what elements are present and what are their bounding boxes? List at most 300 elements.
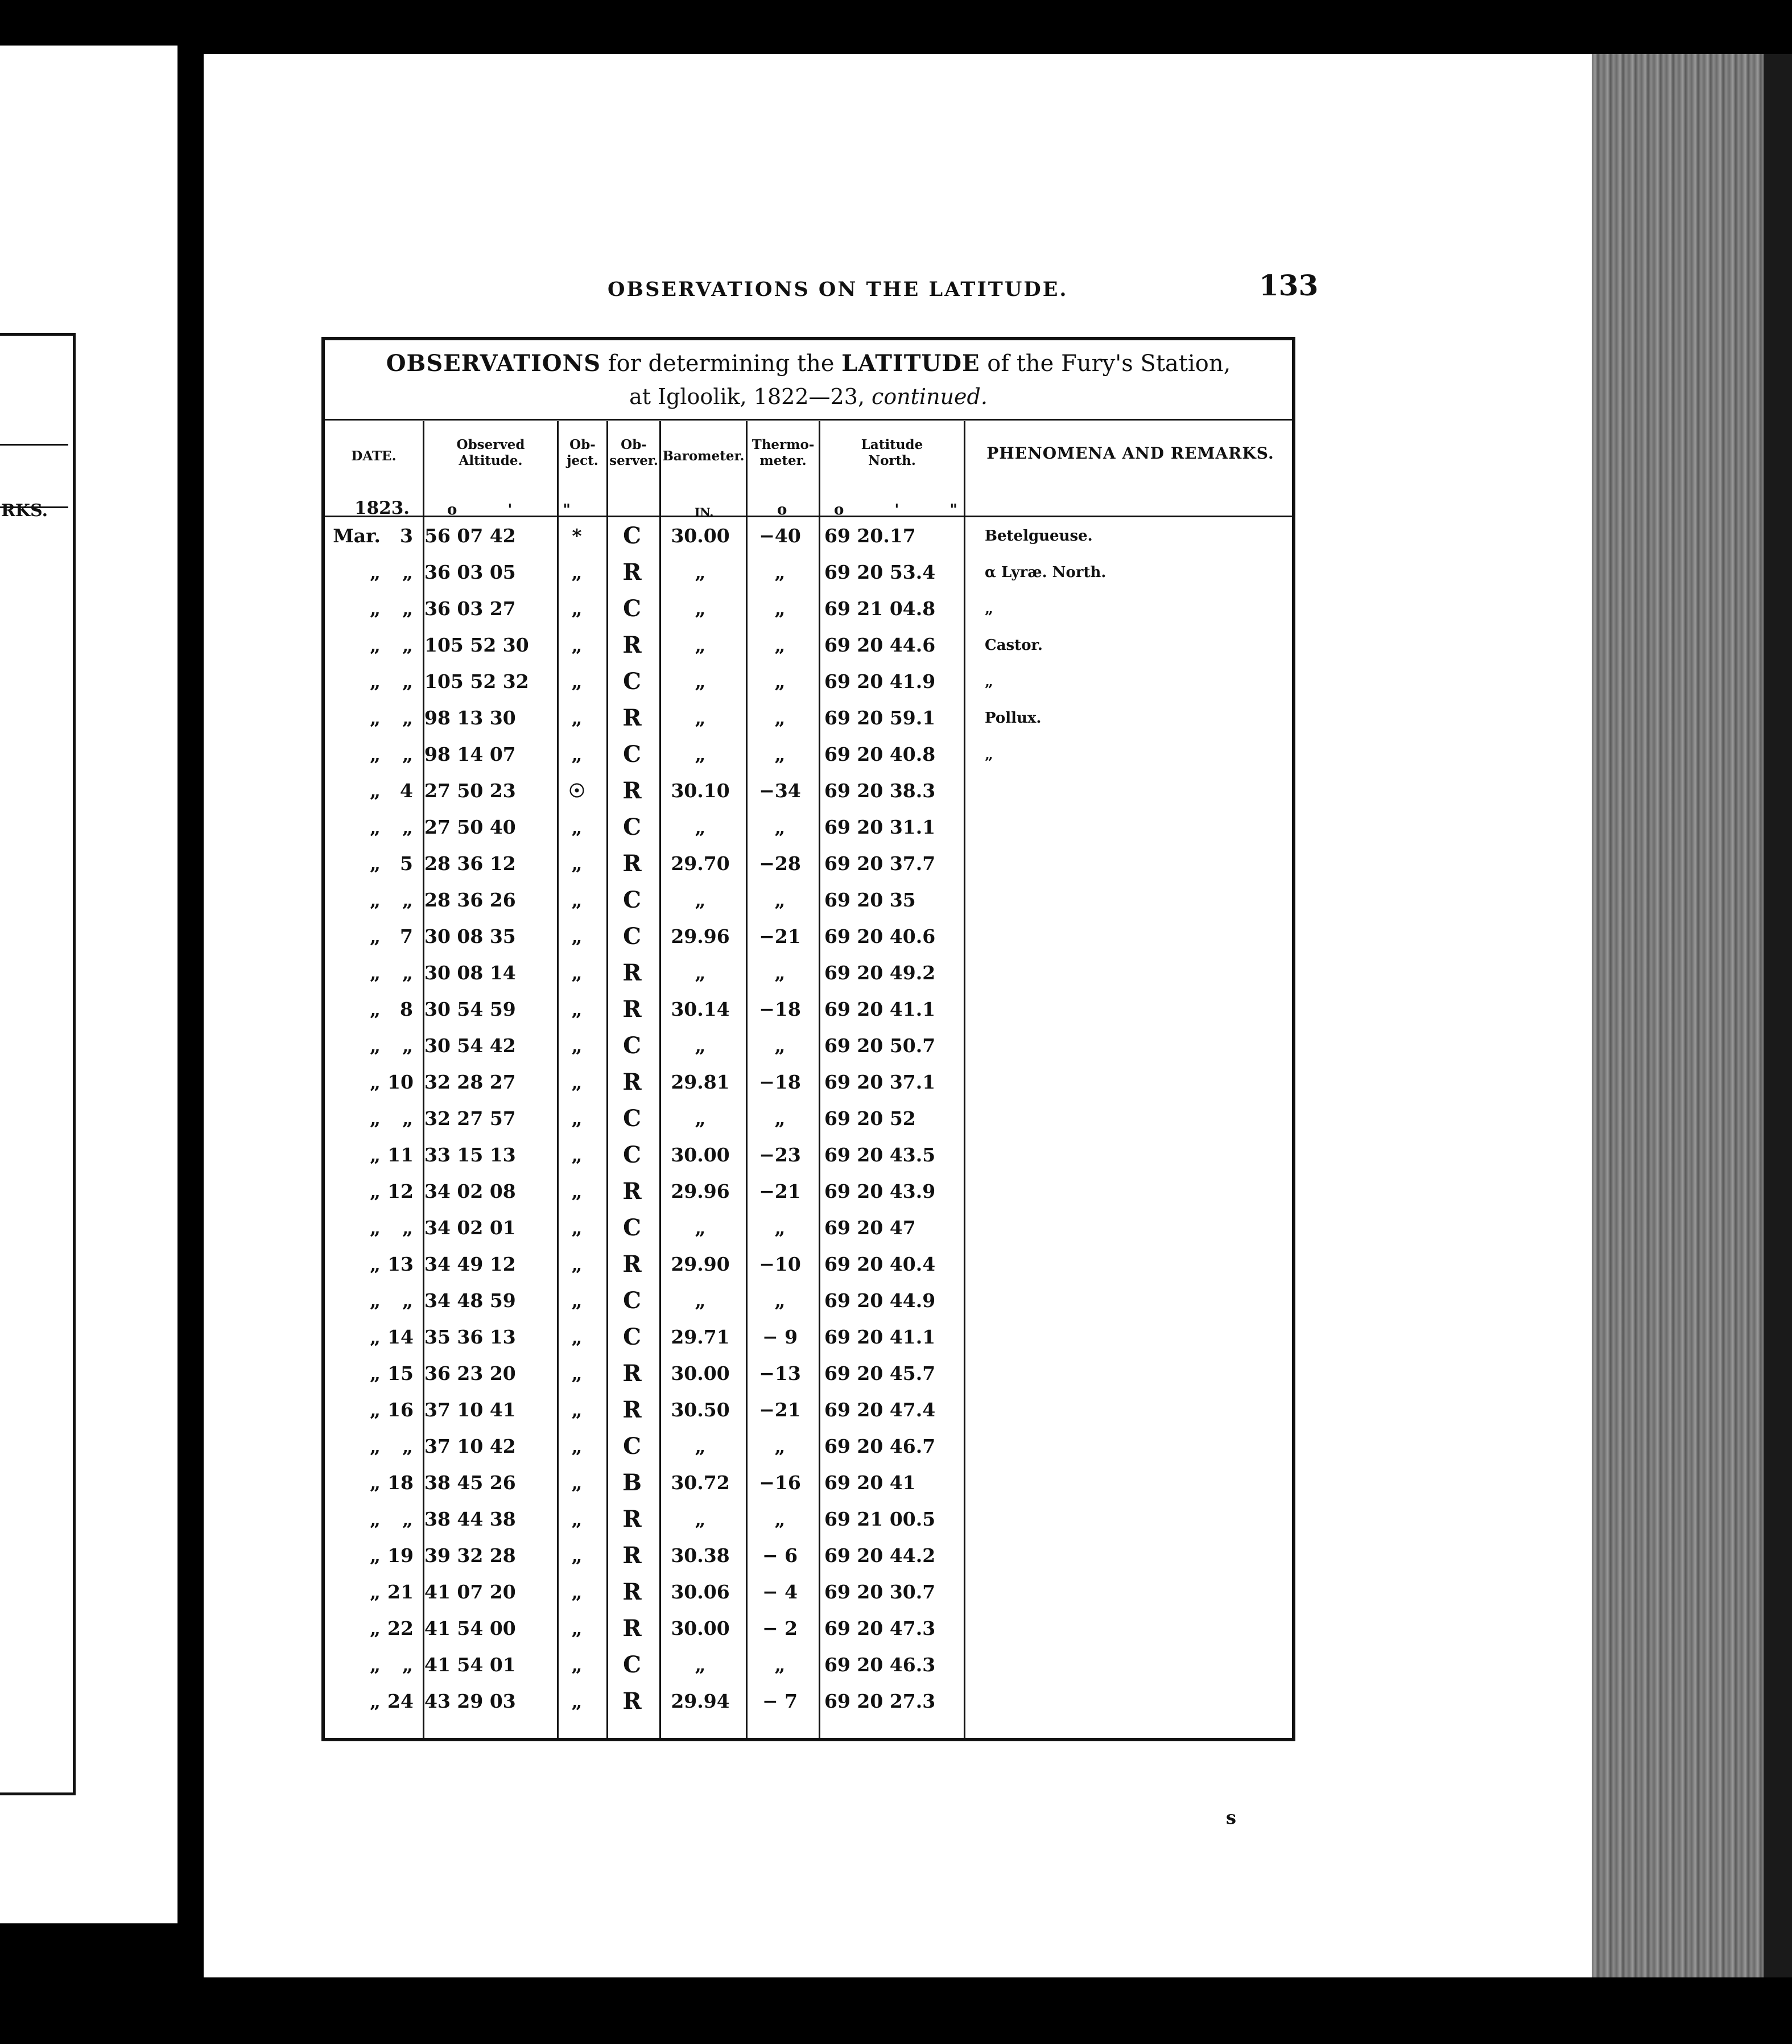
table-caption: [325, 347, 1292, 413]
row-thermometer: − 4: [762, 1581, 798, 1603]
row-barometer: 30.00: [671, 1144, 730, 1166]
row-barometer: „: [695, 962, 706, 984]
row-remarks: „: [985, 746, 993, 763]
row-thermometer: −10: [759, 1253, 801, 1275]
row-date-month: „: [370, 925, 381, 947]
row-date-month: „: [370, 1253, 381, 1275]
row-observer: C: [623, 1324, 641, 1350]
row-thermometer: „: [774, 962, 786, 984]
row-barometer: 30.00: [671, 1617, 730, 1639]
row-date-day: 5: [400, 852, 413, 875]
header-latitude-line1: Latitude: [861, 437, 923, 452]
row-barometer: „: [695, 1217, 706, 1239]
row-date-month: „: [370, 1326, 381, 1348]
caption-end: of the Fury's Station,: [980, 351, 1231, 377]
row-object: „: [571, 1544, 583, 1567]
row-barometer: „: [695, 816, 706, 838]
table-row: [325, 773, 1292, 809]
row-object: „: [571, 1435, 583, 1457]
row-remarks: [985, 1574, 1269, 1610]
row-latitude: 69 20 45.7: [824, 1362, 936, 1384]
row-altitude: 33 15 13: [424, 1144, 516, 1166]
table-row: [325, 1283, 1292, 1319]
running-head: OBSERVATIONS ON THE LATITUDE.: [608, 278, 1068, 301]
row-observer: R: [622, 1251, 642, 1278]
row-thermometer: „: [774, 670, 786, 693]
row-date-day: „: [402, 707, 413, 729]
row-remarks: [985, 1610, 1269, 1647]
header-altitude: [424, 437, 557, 469]
row-object: „: [571, 1654, 583, 1676]
row-observer: R: [622, 559, 642, 586]
row-barometer: „: [695, 1435, 706, 1457]
row-altitude: 30 54 42: [424, 1035, 516, 1057]
table-row: [325, 846, 1292, 882]
row-latitude: 69 20 47.3: [824, 1617, 936, 1639]
row-object: „: [571, 925, 583, 947]
row-date-month: „: [370, 998, 381, 1020]
row-latitude: 69 20 30.7: [824, 1581, 936, 1603]
table-row: [325, 1683, 1292, 1720]
row-thermometer: − 6: [762, 1544, 798, 1567]
row-object: „: [571, 816, 583, 838]
row-barometer: „: [695, 707, 706, 729]
row-observer: C: [623, 741, 641, 768]
altitude-unit-marks: o ' ": [447, 501, 593, 518]
row-latitude: 69 20 44.2: [824, 1544, 936, 1567]
row-date-day: „: [402, 1107, 413, 1130]
row-object: „: [571, 561, 583, 583]
row-date-day: 21: [387, 1581, 414, 1603]
row-object: „: [571, 1107, 583, 1130]
row-date-month: „: [370, 1399, 381, 1421]
row-altitude: 32 27 57: [424, 1107, 516, 1130]
row-object: „: [571, 1144, 583, 1166]
row-thermometer: „: [774, 1654, 786, 1676]
row-barometer: 29.70: [671, 852, 730, 875]
row-remarks: [985, 846, 1269, 882]
row-barometer: 29.90: [671, 1253, 730, 1275]
row-altitude: 32 28 27: [424, 1071, 516, 1093]
row-thermometer: „: [774, 1035, 786, 1057]
row-observer: C: [623, 1032, 641, 1059]
row-date-month: „: [370, 816, 381, 838]
year-label: 1823.: [354, 498, 410, 518]
row-latitude: 69 20 41.1: [824, 998, 936, 1020]
row-object: „: [571, 1035, 583, 1057]
row-date-day: „: [402, 1035, 413, 1057]
right-page: [204, 54, 1592, 1977]
row-altitude: 37 10 41: [424, 1399, 516, 1421]
row-altitude: 43 29 03: [424, 1690, 516, 1712]
row-thermometer: „: [774, 743, 786, 765]
header-thermometer: [748, 437, 819, 469]
row-thermometer: −40: [759, 525, 801, 547]
table-row: [325, 1173, 1292, 1210]
row-remarks: [985, 1173, 1269, 1210]
row-object: „: [571, 1472, 583, 1494]
row-remarks: [985, 1028, 1269, 1064]
row-observer: C: [623, 887, 641, 913]
row-latitude: 69 20 40.4: [824, 1253, 936, 1275]
header-thermometer-line2: meter.: [759, 453, 807, 468]
row-thermometer: „: [774, 561, 786, 583]
row-object: „: [571, 1180, 583, 1202]
table-row: [325, 1028, 1292, 1064]
header-latitude: [820, 437, 964, 469]
row-latitude: 69 20 46.3: [824, 1654, 936, 1676]
row-altitude: 56 07 42: [424, 525, 516, 547]
row-date-day: „: [402, 962, 413, 984]
row-observer: C: [623, 814, 641, 840]
row-object: „: [571, 707, 583, 729]
row-date-day: 22: [387, 1617, 414, 1639]
row-date-day: 16: [387, 1399, 414, 1421]
row-latitude: 69 20.17: [824, 525, 916, 547]
row-barometer: „: [695, 670, 706, 693]
row-barometer: 30.00: [671, 1362, 730, 1384]
row-date-day: 24: [387, 1690, 414, 1712]
row-date-day: 13: [387, 1253, 414, 1275]
header-barometer: Barometer.: [662, 448, 745, 464]
row-latitude: 69 20 50.7: [824, 1035, 936, 1057]
row-barometer: 29.94: [671, 1690, 730, 1712]
row-observer: C: [623, 1287, 641, 1314]
row-date-month: „: [370, 1362, 381, 1384]
table-row: [325, 1246, 1292, 1283]
row-object: „: [571, 670, 583, 693]
header-date: DATE.: [351, 448, 397, 464]
row-date-month: „: [370, 1472, 381, 1494]
row-date-day: „: [402, 889, 413, 911]
row-thermometer: „: [774, 816, 786, 838]
row-barometer: 29.81: [671, 1071, 730, 1093]
row-date-month: „: [370, 889, 381, 911]
row-observer: C: [623, 1214, 641, 1241]
row-barometer: 29.96: [671, 1180, 730, 1202]
row-thermometer: − 9: [762, 1326, 798, 1348]
row-object: „: [571, 1217, 583, 1239]
row-latitude: 69 20 40.6: [824, 925, 936, 947]
row-thermometer: −21: [759, 1180, 801, 1202]
row-latitude: 69 20 52: [824, 1107, 916, 1130]
table-row: [325, 627, 1292, 664]
row-remarks: [985, 955, 1269, 991]
page-edges: [1592, 54, 1792, 1977]
row-thermometer: −28: [759, 852, 801, 875]
row-observer: R: [622, 996, 642, 1023]
row-observer: R: [622, 1579, 642, 1605]
row-altitude: 34 49 12: [424, 1253, 516, 1275]
row-thermometer: „: [774, 634, 786, 656]
row-barometer: „: [695, 1508, 706, 1530]
table-row: [325, 1428, 1292, 1465]
row-object: „: [571, 743, 583, 765]
row-object: „: [571, 962, 583, 984]
row-remarks: [985, 1355, 1269, 1392]
book-gutter: [177, 46, 200, 1923]
row-barometer: „: [695, 1289, 706, 1312]
row-latitude: 69 20 49.2: [824, 962, 936, 984]
header-object: [559, 437, 606, 469]
row-date-month: „: [370, 634, 381, 656]
table-row: [325, 591, 1292, 627]
row-latitude: 69 21 04.8: [824, 597, 936, 620]
row-object: „: [571, 889, 583, 911]
row-date-month: „: [370, 852, 381, 875]
row-barometer: „: [695, 889, 706, 911]
table-row: [325, 1319, 1292, 1355]
row-observer: C: [623, 1433, 641, 1460]
table-row: [325, 1501, 1292, 1538]
row-date-month: „: [370, 670, 381, 693]
row-altitude: 105 52 30: [424, 634, 529, 656]
page-number: 133: [1259, 269, 1319, 302]
row-observer: R: [622, 777, 642, 804]
row-date-day: 8: [400, 998, 413, 1020]
row-latitude: 69 20 40.8: [824, 743, 936, 765]
row-date-month: „: [370, 1035, 381, 1057]
row-object: „: [571, 634, 583, 656]
row-remarks: [985, 1392, 1269, 1428]
row-observer: R: [622, 1396, 642, 1423]
row-remarks: [985, 1683, 1269, 1720]
row-altitude: 30 54 59: [424, 998, 516, 1020]
table-row: [325, 554, 1292, 591]
row-latitude: 69 20 35: [824, 889, 916, 911]
row-latitude: 69 20 47: [824, 1217, 916, 1239]
table-row: [325, 918, 1292, 955]
row-date-month: „: [370, 780, 381, 802]
row-altitude: 39 32 28: [424, 1544, 516, 1567]
row-thermometer: „: [774, 1107, 786, 1130]
row-altitude: 41 54 01: [424, 1654, 516, 1676]
row-remarks: [985, 1101, 1269, 1137]
row-latitude: 69 20 41.9: [824, 670, 936, 693]
row-date-month: „: [370, 1544, 381, 1567]
row-latitude: 69 20 41: [824, 1472, 916, 1494]
row-latitude: 69 20 44.6: [824, 634, 936, 656]
table-row: [325, 991, 1292, 1028]
row-date-day: „: [402, 1508, 413, 1530]
header-latitude-line2: North.: [868, 453, 916, 468]
row-object: „: [571, 1289, 583, 1312]
row-date-month: „: [370, 707, 381, 729]
row-remarks: [985, 1428, 1269, 1465]
row-date-day: „: [402, 1435, 413, 1457]
row-barometer: 29.71: [671, 1326, 730, 1348]
page-edges-shadow: [1764, 54, 1792, 1977]
row-observer: R: [622, 704, 642, 731]
row-date-day: 4: [400, 780, 413, 802]
row-latitude: 69 20 47.4: [824, 1399, 936, 1421]
row-date-month: „: [370, 743, 381, 765]
table-row: [325, 1647, 1292, 1683]
row-object: „: [571, 1399, 583, 1421]
table-row: [325, 1355, 1292, 1392]
row-remarks: [985, 809, 1269, 846]
row-remarks: [985, 773, 1269, 809]
row-remarks: [985, 1137, 1269, 1173]
left-table-rule: [0, 444, 68, 446]
row-object: *: [572, 525, 582, 547]
row-thermometer: − 2: [762, 1617, 798, 1639]
row-altitude: 41 54 00: [424, 1617, 516, 1639]
row-remarks: [985, 1538, 1269, 1574]
table-row: [325, 1465, 1292, 1501]
row-date-month: „: [370, 1508, 381, 1530]
row-latitude: 69 20 31.1: [824, 816, 936, 838]
row-barometer: „: [695, 597, 706, 620]
left-page-fragment: [0, 46, 177, 1923]
row-thermometer: „: [774, 1217, 786, 1239]
table-row: [325, 955, 1292, 991]
row-date-day: 14: [387, 1326, 414, 1348]
row-object: „: [571, 852, 583, 875]
caption-bold-b: LATITUDE: [841, 350, 980, 377]
row-barometer: 30.72: [671, 1472, 730, 1494]
row-object: „: [571, 1071, 583, 1093]
row-object: „: [571, 998, 583, 1020]
row-observer: R: [622, 1542, 642, 1569]
row-date-month: „: [370, 1617, 381, 1639]
row-latitude: 69 20 59.1: [824, 707, 936, 729]
table-row: [325, 1574, 1292, 1610]
header-object-line2: ject.: [567, 453, 598, 468]
row-barometer: 30.00: [671, 525, 730, 547]
row-observer: R: [622, 959, 642, 986]
row-thermometer: −13: [759, 1362, 801, 1384]
row-date-month: „: [370, 1690, 381, 1712]
row-altitude: 35 36 13: [424, 1326, 516, 1348]
row-date-day: „: [402, 561, 413, 583]
row-altitude: 38 44 38: [424, 1508, 516, 1530]
row-date-day: 18: [387, 1472, 414, 1494]
row-altitude: 34 02 08: [424, 1180, 516, 1202]
row-observer: C: [623, 668, 641, 695]
row-observer: C: [623, 595, 641, 622]
row-object: „: [571, 1581, 583, 1603]
table-row: [325, 664, 1292, 700]
observations-table: [321, 337, 1295, 1741]
row-date-month: „: [370, 561, 381, 583]
table-row: [325, 1538, 1292, 1574]
row-date-month: „: [370, 962, 381, 984]
row-date-day: 10: [387, 1071, 414, 1093]
row-thermometer: „: [774, 597, 786, 620]
row-latitude: 69 20 46.7: [824, 1435, 936, 1457]
row-thermometer: „: [774, 707, 786, 729]
row-observer: C: [623, 1105, 641, 1132]
row-latitude: 69 21 00.5: [824, 1508, 936, 1530]
row-altitude: 30 08 35: [424, 925, 516, 947]
header-object-line1: Ob-: [569, 437, 596, 452]
row-thermometer: −18: [759, 1071, 801, 1093]
row-object: „: [571, 1362, 583, 1384]
row-observer: R: [622, 850, 642, 877]
row-altitude: 34 02 01: [424, 1217, 516, 1239]
row-altitude: 38 45 26: [424, 1472, 516, 1494]
signature-mark: s: [1226, 1807, 1237, 1828]
row-thermometer: −21: [759, 1399, 801, 1421]
row-altitude: 41 07 20: [424, 1581, 516, 1603]
header-thermometer-line1: Thermo-: [752, 437, 815, 452]
row-date-day: 11: [387, 1144, 414, 1166]
row-altitude: 30 08 14: [424, 962, 516, 984]
row-latitude: 69 20 37.7: [824, 852, 936, 875]
row-observer: R: [622, 1506, 642, 1532]
row-observer: R: [622, 1688, 642, 1715]
row-latitude: 69 20 44.9: [824, 1289, 936, 1312]
row-observer: C: [623, 1651, 641, 1678]
row-date-month: Mar.: [333, 525, 381, 547]
table-row: [325, 1064, 1292, 1101]
row-date-month: „: [370, 1107, 381, 1130]
row-date-month: „: [370, 1581, 381, 1603]
header-observer-line2: server.: [609, 453, 658, 468]
table-row: [325, 1137, 1292, 1173]
header-altitude-line1: Observed: [456, 437, 525, 452]
row-thermometer: „: [774, 1289, 786, 1312]
row-date-day: „: [402, 634, 413, 656]
row-remarks: α Lyræ. North.: [985, 564, 1106, 581]
row-observer: R: [622, 632, 642, 658]
row-remarks: Betelgueuse.: [985, 528, 1093, 545]
header-remarks: PHENOMENA AND REMARKS.: [986, 444, 1274, 463]
caption-continued: continued.: [872, 384, 988, 409]
row-date-month: „: [370, 1289, 381, 1312]
row-altitude: 34 48 59: [424, 1289, 516, 1312]
row-date-day: „: [402, 1217, 413, 1239]
row-object: „: [571, 1326, 583, 1348]
left-table-fragment: [0, 333, 76, 1795]
row-observer: C: [623, 923, 641, 950]
row-observer: R: [622, 1069, 642, 1095]
table-row: [325, 518, 1292, 554]
row-date-month: „: [370, 1180, 381, 1202]
row-object: „: [571, 597, 583, 620]
row-altitude: 98 14 07: [424, 743, 516, 765]
row-date-day: „: [402, 670, 413, 693]
row-altitude: 36 03 27: [424, 597, 516, 620]
row-thermometer: „: [774, 889, 786, 911]
table-row: [325, 1610, 1292, 1647]
row-barometer: 30.50: [671, 1399, 730, 1421]
row-remarks: [985, 882, 1269, 918]
row-altitude: 28 36 12: [424, 852, 516, 875]
row-thermometer: „: [774, 1435, 786, 1457]
row-latitude: 69 20 43.5: [824, 1144, 936, 1166]
row-date-day: 7: [400, 925, 413, 947]
row-latitude: 69 20 27.3: [824, 1690, 936, 1712]
row-altitude: 36 03 05: [424, 561, 516, 583]
row-date-day: 15: [387, 1362, 414, 1384]
row-remarks: [985, 1465, 1269, 1501]
row-latitude: 69 20 53.4: [824, 561, 936, 583]
row-latitude: 69 20 43.9: [824, 1180, 936, 1202]
row-observer: R: [622, 1178, 642, 1205]
row-remarks: [985, 1647, 1269, 1683]
row-barometer: „: [695, 634, 706, 656]
row-object: „: [571, 1508, 583, 1530]
caption-bold-a: OBSERVATIONS: [386, 350, 601, 377]
row-barometer: 30.10: [671, 780, 730, 802]
row-date-month: „: [370, 1435, 381, 1457]
row-altitude: 28 36 26: [424, 889, 516, 911]
row-thermometer: „: [774, 1508, 786, 1530]
barometer-unit: IN.: [695, 505, 714, 519]
row-thermometer: −18: [759, 998, 801, 1020]
